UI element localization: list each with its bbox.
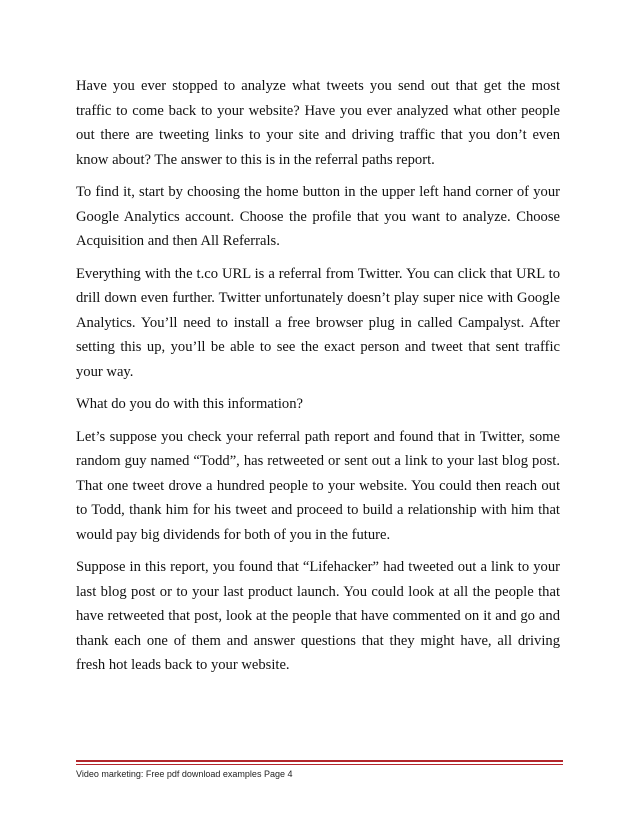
- paragraph-6: Suppose in this report, you found that “Lifehacker” had tweeted out a link to your last blog post or to your last product launch. You could look at all the people that have retweeted that post, look at the people that have commented on it and go and thank each one of them and answer questions that they might have, all driving fresh hot leads back to your website.: [76, 559, 560, 673]
- footer-divider-thin: [76, 764, 563, 765]
- paragraph-4: What do you do with this information?: [76, 396, 303, 412]
- page-footer: Video marketing: Free pdf download examples Page 4: [76, 769, 293, 779]
- footer-divider: [76, 760, 563, 762]
- body-text: [76, 74, 560, 686]
- paragraph-2: To find it, start by choosing the home button in the upper left hand corner of your Google Analytics account. Choose the profile that you want to analyze. Choose Acquisition and then All Referrals.: [76, 184, 560, 249]
- paragraph-1: Have you ever stopped to analyze what tweets you send out that get the most traffic to come back to your website? Have you ever analyzed what other people out there are tweeting links to your site and driving traffic that you don’t even know about? The answer to this is in the referral paths report.: [76, 78, 560, 168]
- paragraph-3: Everything with the t.co URL is a referral from Twitter. You can click that URL to drill down even further. Twitter unfortunately doesn’t play super nice with Google Analytics. You’ll need to install a free browser plug in called Campalyst. After setting this up, you’ll be able to see the exact person and tweet that sent traffic your way.: [76, 265, 560, 380]
- paragraph-5: Let’s suppose you check your referral path report and found that in Twitter, some random guy named “Todd”, has retweeted or sent out a link to your last blog post. That one tweet drove a hundred people to your website. You could then reach out to Todd, thank him for his tweet and proceed to build a relationship with him that would pay big dividends for both of you in the future.: [76, 428, 560, 543]
